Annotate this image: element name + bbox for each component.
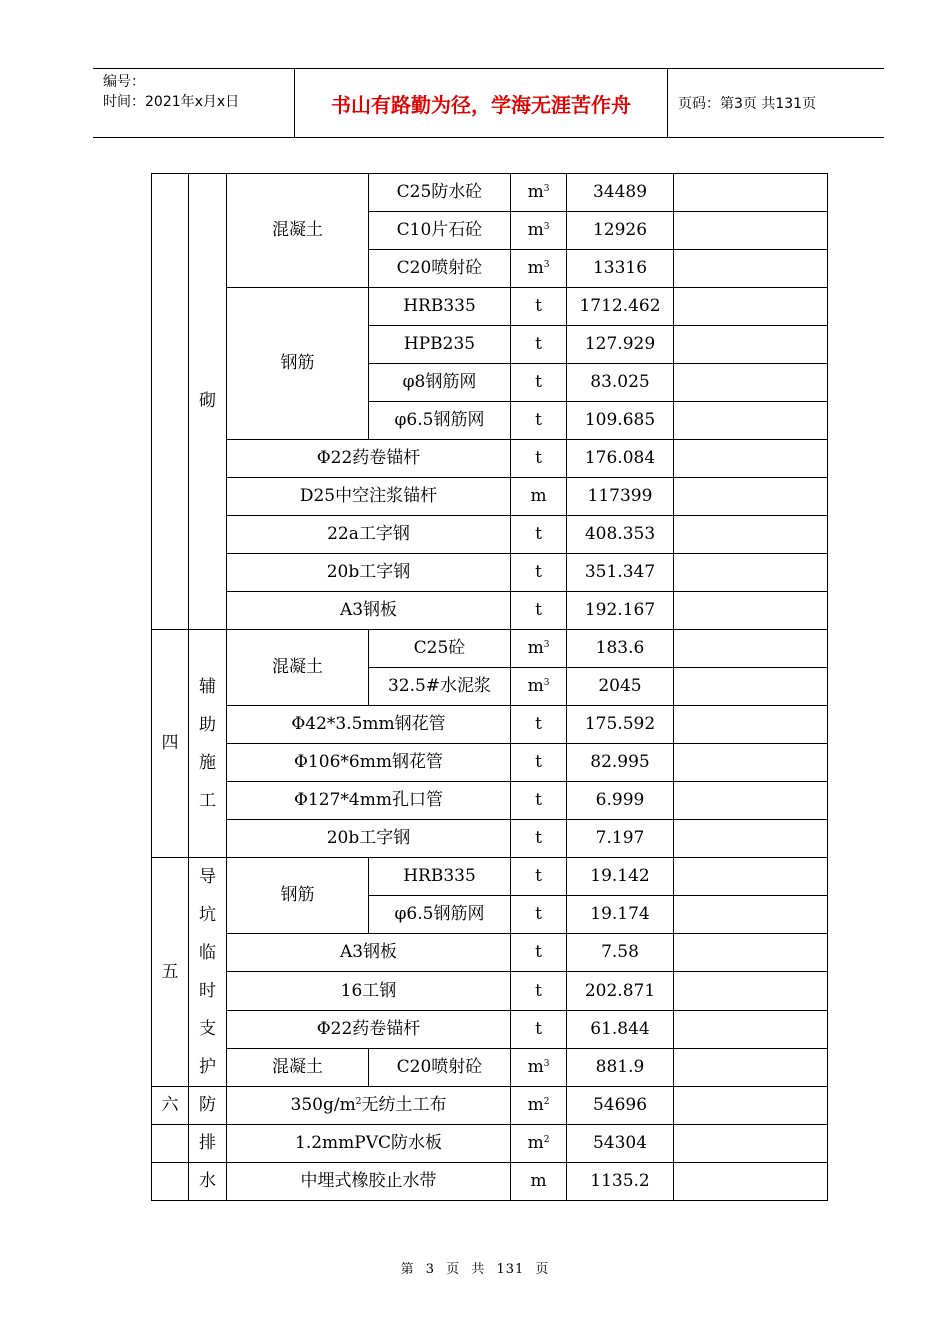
table-row bbox=[152, 782, 828, 820]
item-cell: φ6.5钢筋网 bbox=[369, 896, 511, 934]
remark-cell bbox=[674, 858, 828, 896]
section-category: 辅 助 施 工 bbox=[189, 630, 227, 858]
remark-cell bbox=[674, 1125, 828, 1163]
header-motto: 书山有路勤为径，学海无涯苦作舟 bbox=[295, 69, 668, 137]
unit-cell: t bbox=[511, 288, 567, 326]
unit-cell: $m^3$ bbox=[511, 668, 567, 706]
remark-cell bbox=[674, 288, 828, 326]
remark-cell bbox=[674, 478, 828, 516]
table-row bbox=[152, 288, 828, 326]
remark-cell bbox=[674, 896, 828, 934]
unit-cell: t bbox=[511, 706, 567, 744]
unit-cell: $m^2$ bbox=[511, 1125, 567, 1163]
item-cell: A3钢板 bbox=[227, 592, 511, 630]
unit-cell: $m^3$ bbox=[511, 174, 567, 212]
remark-cell bbox=[674, 706, 828, 744]
quantity-cell: 1712.462 bbox=[567, 288, 674, 326]
table-row bbox=[152, 1087, 828, 1125]
item-cell: HPB235 bbox=[369, 326, 511, 364]
table-row bbox=[152, 478, 828, 516]
remark-cell bbox=[674, 402, 828, 440]
subcategory-cell: 混凝土 bbox=[227, 630, 369, 706]
section-category-char: 防 bbox=[189, 1087, 227, 1125]
item-cell: A3钢板 bbox=[227, 934, 511, 972]
table-row bbox=[152, 516, 828, 554]
quantity-cell: 54304 bbox=[567, 1125, 674, 1163]
unit-cell: t bbox=[511, 896, 567, 934]
material-table bbox=[151, 173, 828, 1201]
quantity-cell: 54696 bbox=[567, 1087, 674, 1125]
quantity-cell: 117399 bbox=[567, 478, 674, 516]
footer-word: 共 bbox=[471, 1262, 486, 1277]
section-number: 四 bbox=[152, 630, 189, 858]
section-category-char: 排 bbox=[189, 1125, 227, 1163]
section-category-char: 水 bbox=[189, 1163, 227, 1201]
quantity-cell: 7.58 bbox=[567, 934, 674, 972]
item-cell: 22a工字钢 bbox=[227, 516, 511, 554]
remark-cell bbox=[674, 516, 828, 554]
unit-cell: t bbox=[511, 1010, 567, 1048]
quantity-cell: 408.353 bbox=[567, 516, 674, 554]
unit-cell: t bbox=[511, 440, 567, 478]
section-number: 六 bbox=[152, 1087, 189, 1125]
item-cell: C10片石砼 bbox=[369, 212, 511, 250]
item-cell: Φ22药卷锚杆 bbox=[227, 1010, 511, 1048]
section-number-cell bbox=[152, 1125, 189, 1163]
quantity-cell: 7.197 bbox=[567, 820, 674, 858]
subcategory-cell: 混凝土 bbox=[227, 174, 369, 288]
remark-cell bbox=[674, 326, 828, 364]
item-cell: C20喷射砼 bbox=[369, 1048, 511, 1086]
item-cell: C20喷射砼 bbox=[369, 250, 511, 288]
header-page-label: 页码：第3页 共131页 bbox=[678, 96, 817, 112]
table-row bbox=[152, 706, 828, 744]
unit-cell: t bbox=[511, 782, 567, 820]
table-row bbox=[152, 554, 828, 592]
unit-cell: t bbox=[511, 402, 567, 440]
item-cell: 20b工字钢 bbox=[227, 820, 511, 858]
header-left bbox=[93, 69, 295, 137]
unit-cell: t bbox=[511, 744, 567, 782]
quantity-cell: 183.6 bbox=[567, 630, 674, 668]
quantity-cell: 202.871 bbox=[567, 972, 674, 1010]
table-row bbox=[152, 858, 828, 896]
item-cell: Φ22药卷锚杆 bbox=[227, 440, 511, 478]
unit-cell: t bbox=[511, 516, 567, 554]
remark-cell bbox=[674, 250, 828, 288]
quantity-cell: 351.347 bbox=[567, 554, 674, 592]
unit-cell: $m^3$ bbox=[511, 212, 567, 250]
quantity-cell: 127.929 bbox=[567, 326, 674, 364]
subcategory-cell: 混凝土 bbox=[227, 1048, 369, 1086]
quantity-cell: 82.995 bbox=[567, 744, 674, 782]
remark-cell bbox=[674, 1048, 828, 1086]
remark-cell bbox=[674, 668, 828, 706]
remark-cell bbox=[674, 972, 828, 1010]
table-row bbox=[152, 630, 828, 668]
item-cell: 32.5#水泥浆 bbox=[369, 668, 511, 706]
quantity-cell: 881.9 bbox=[567, 1048, 674, 1086]
item-cell: D25中空注浆锚杆 bbox=[227, 478, 511, 516]
quantity-cell: 109.685 bbox=[567, 402, 674, 440]
unit-cell: t bbox=[511, 592, 567, 630]
table-row bbox=[152, 820, 828, 858]
table-row bbox=[152, 934, 828, 972]
remark-cell bbox=[674, 630, 828, 668]
item-cell: 20b工字钢 bbox=[227, 554, 511, 592]
item-cell: 16工钢 bbox=[227, 972, 511, 1010]
item-cell: φ6.5钢筋网 bbox=[369, 402, 511, 440]
remark-cell bbox=[674, 782, 828, 820]
table-row bbox=[152, 1125, 828, 1163]
table-row bbox=[152, 972, 828, 1010]
footer-word: 页 bbox=[535, 1262, 550, 1277]
unit-cell: t bbox=[511, 554, 567, 592]
unit-cell: $m^3$ bbox=[511, 250, 567, 288]
remark-cell bbox=[674, 174, 828, 212]
table-row bbox=[152, 744, 828, 782]
number-label: 编号： bbox=[103, 74, 145, 90]
remark-cell bbox=[674, 744, 828, 782]
table-row bbox=[152, 1010, 828, 1048]
item-cell: 中埋式橡胶止水带 bbox=[227, 1163, 511, 1201]
section-category: 砌 bbox=[189, 174, 227, 630]
time-label: 时间：2021年x月x日 bbox=[103, 94, 240, 110]
table-row bbox=[152, 440, 828, 478]
unit-cell: t bbox=[511, 820, 567, 858]
remark-cell bbox=[674, 364, 828, 402]
section-number: 五 bbox=[152, 858, 189, 1087]
quantity-cell: 175.592 bbox=[567, 706, 674, 744]
item-cell: 1.2mmPVC防水板 bbox=[227, 1125, 511, 1163]
section-number-cell bbox=[152, 174, 189, 630]
remark-cell bbox=[674, 212, 828, 250]
unit-cell: t bbox=[511, 858, 567, 896]
unit-cell: $m^2$ bbox=[511, 1087, 567, 1125]
unit-cell: m bbox=[511, 1163, 567, 1201]
subcategory-cell: 钢筋 bbox=[227, 288, 369, 440]
remark-cell bbox=[674, 1163, 828, 1201]
footer-total-pages: 131 bbox=[496, 1262, 525, 1277]
footer-word: 页 bbox=[446, 1262, 461, 1277]
unit-cell: t bbox=[511, 364, 567, 402]
table-row bbox=[152, 174, 828, 212]
unit-cell: t bbox=[511, 326, 567, 364]
quantity-cell: 13316 bbox=[567, 250, 674, 288]
remark-cell bbox=[674, 592, 828, 630]
unit-cell: $m^3$ bbox=[511, 1048, 567, 1086]
unit-cell: $m^3$ bbox=[511, 630, 567, 668]
quantity-cell: 12926 bbox=[567, 212, 674, 250]
table-row bbox=[152, 592, 828, 630]
remark-cell bbox=[674, 820, 828, 858]
remark-cell bbox=[674, 554, 828, 592]
item-cell: φ8钢筋网 bbox=[369, 364, 511, 402]
quantity-cell: 2045 bbox=[567, 668, 674, 706]
item-cell: HRB335 bbox=[369, 858, 511, 896]
unit-cell: m bbox=[511, 478, 567, 516]
quantity-cell: 61.844 bbox=[567, 1010, 674, 1048]
footer-word: 第 bbox=[400, 1262, 415, 1277]
remark-cell bbox=[674, 440, 828, 478]
remark-cell bbox=[674, 1087, 828, 1125]
unit-cell: t bbox=[511, 972, 567, 1010]
subcategory-cell: 钢筋 bbox=[227, 858, 369, 934]
page-footer bbox=[0, 1258, 950, 1277]
quantity-cell: 83.025 bbox=[567, 364, 674, 402]
item-cell: $350g/m^2$无纺土工布 bbox=[227, 1087, 511, 1125]
item-cell: HRB335 bbox=[369, 288, 511, 326]
quantity-cell: 19.142 bbox=[567, 858, 674, 896]
table-row bbox=[152, 1163, 828, 1201]
section-category: 导 坑 临 时 支 护 bbox=[189, 858, 227, 1087]
quantity-cell: 192.167 bbox=[567, 592, 674, 630]
remark-cell bbox=[674, 1010, 828, 1048]
quantity-cell: 6.999 bbox=[567, 782, 674, 820]
item-cell: Φ127*4mm孔口管 bbox=[227, 782, 511, 820]
quantity-cell: 1135.2 bbox=[567, 1163, 674, 1201]
quantity-cell: 34489 bbox=[567, 174, 674, 212]
footer-page-number: 3 bbox=[425, 1262, 435, 1277]
table-row bbox=[152, 1048, 828, 1086]
quantity-cell: 19.174 bbox=[567, 896, 674, 934]
page-header bbox=[93, 68, 884, 138]
unit-cell: t bbox=[511, 934, 567, 972]
item-cell: C25砼 bbox=[369, 630, 511, 668]
remark-cell bbox=[674, 934, 828, 972]
section-number-cell bbox=[152, 1163, 189, 1201]
item-cell: C25防水砼 bbox=[369, 174, 511, 212]
quantity-cell: 176.084 bbox=[567, 440, 674, 478]
item-cell: Φ42*3.5mm钢花管 bbox=[227, 706, 511, 744]
item-cell: Φ106*6mm钢花管 bbox=[227, 744, 511, 782]
